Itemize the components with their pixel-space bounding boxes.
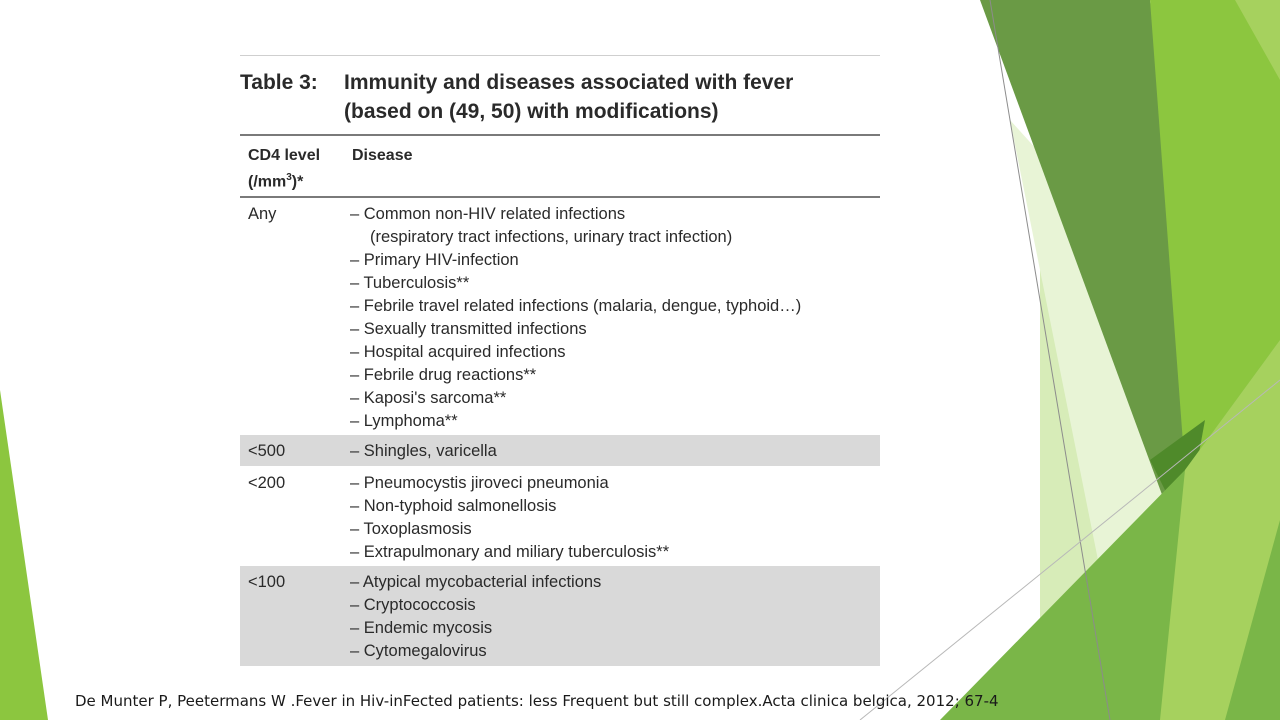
table-row-lt100 xyxy=(240,566,880,666)
cd4-level-cell: <500 xyxy=(248,442,286,460)
table-title xyxy=(240,56,880,136)
table-header xyxy=(240,136,880,198)
disease-item: – Non-typhoid salmonellosis xyxy=(344,495,880,518)
left-green-triangle xyxy=(0,390,48,720)
disease-item: – Toxoplasmosis xyxy=(344,518,880,541)
citation-text: De Munter P, Peetermans W .Fever in Hiv-inFected patients: less Frequent but still complex.Acta clinica belgica, 2012; 67-4 xyxy=(75,692,999,710)
disease-item: – Tuberculosis** xyxy=(344,272,880,295)
disease-item: – Primary HIV-infection xyxy=(344,249,880,272)
table-row-any xyxy=(240,198,880,435)
disease-item: – Shingles, varicella xyxy=(344,440,880,463)
disease-table xyxy=(240,55,880,666)
disease-item: – Kaposi's sarcoma** xyxy=(344,387,880,410)
table-title-text: Immunity and diseases associated with fever (based on (49, 50) with modifications) xyxy=(344,71,794,123)
cd4-level-cell: Any xyxy=(248,205,277,223)
disease-item: – Febrile travel related infections (malaria, dengue, typhoid…) xyxy=(344,295,880,318)
disease-item: – Extrapulmonary and miliary tuberculosis** xyxy=(344,541,880,564)
disease-item: – Sexually transmitted infections xyxy=(344,318,880,341)
disease-item: – Endemic mycosis xyxy=(344,617,880,640)
header-cd4-level xyxy=(240,145,344,196)
disease-item-continued: (respiratory tract infections, urinary tract infection) xyxy=(370,228,733,246)
disease-item: – Common non-HIV related infections xyxy=(344,203,880,226)
disease-item: – Cytomegalovirus xyxy=(344,640,880,663)
disease-cell xyxy=(344,472,880,566)
cd4-level-cell: <100 xyxy=(248,573,286,591)
header-cd4-unit: $(/mm^3)*$ xyxy=(248,172,304,191)
disease-item: – Pneumocystis jiroveci pneumonia xyxy=(344,472,880,495)
disease-item: – Febrile drug reactions** xyxy=(344,364,880,387)
table-row-lt200 xyxy=(240,466,880,566)
cd4-level-cell: <200 xyxy=(248,474,286,492)
disease-item: – Hospital acquired infections xyxy=(344,341,880,364)
disease-cell xyxy=(344,440,880,466)
disease-cell xyxy=(344,203,880,435)
disease-item: – Atypical mycobacterial infections xyxy=(344,571,880,594)
header-disease: Disease xyxy=(352,147,413,164)
table-title-label: Table 3: xyxy=(240,71,318,94)
table-row-lt500 xyxy=(240,435,880,466)
header-cd4-label: CD4 level xyxy=(248,147,321,164)
disease-cell xyxy=(344,571,880,666)
disease-item: – Lymphoma** xyxy=(344,410,880,433)
disease-item: – Cryptococcosis xyxy=(344,594,880,617)
